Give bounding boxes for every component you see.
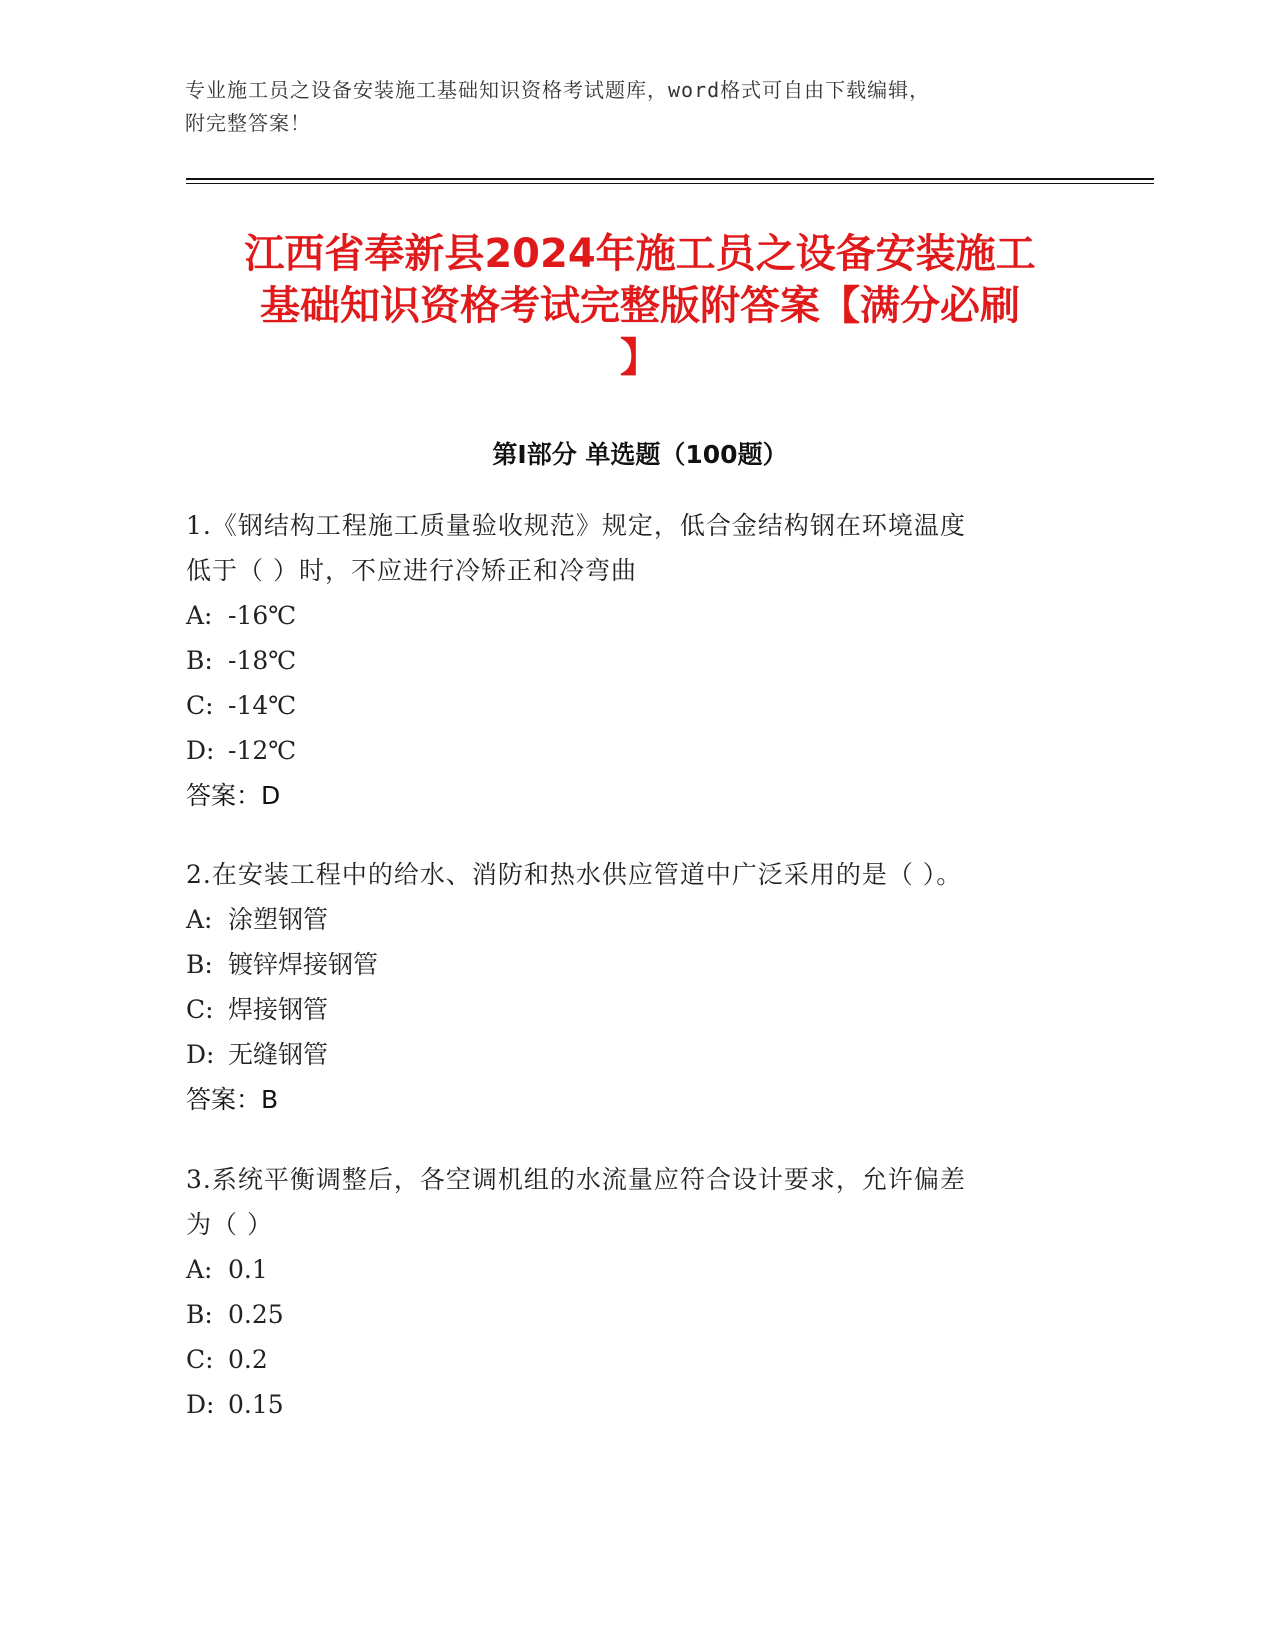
option-letter: A: bbox=[186, 905, 213, 934]
question-stem: 3.系统平衡调整后，各空调机组的水流量应符合设计要求，允许偏差 bbox=[186, 1165, 966, 1194]
document-title-line: 】 bbox=[620, 335, 660, 381]
question-stem: 2.在安装工程中的给水、消防和热水供应管道中广泛采用的是（ ）。 bbox=[186, 860, 963, 889]
question-stem: 为（ ） bbox=[186, 1210, 273, 1239]
question-stem: 1.《钢结构工程施工质量验收规范》规定，低合金结构钢在环境温度 bbox=[186, 511, 966, 540]
option-text: -16℃ bbox=[228, 601, 297, 630]
header-note-line: 附完整答案！ bbox=[185, 111, 311, 135]
document-title-line: 江西省奉新县2024年施工员之设备安装施工 bbox=[244, 231, 1036, 277]
header-note bbox=[185, 74, 1065, 140]
question-stem: 低于（ ）时，不应进行冷矫正和冷弯曲 bbox=[186, 556, 637, 585]
option-letter: D: bbox=[186, 736, 215, 765]
option-text: -14℃ bbox=[228, 691, 297, 720]
option-b bbox=[186, 942, 1086, 987]
option-text: 涂塑钢管 bbox=[228, 905, 329, 934]
option-d bbox=[186, 728, 1086, 773]
option-letter: D: bbox=[186, 1040, 215, 1069]
option-text: -18℃ bbox=[228, 646, 297, 675]
answer: 答案：B bbox=[186, 1085, 279, 1114]
document-title bbox=[160, 228, 1120, 384]
header-divider-thin bbox=[186, 183, 1154, 184]
question-1 bbox=[186, 503, 1086, 818]
option-letter: C: bbox=[186, 1345, 214, 1374]
header-divider-thick bbox=[186, 178, 1154, 180]
option-c bbox=[186, 683, 1086, 728]
option-text: 0.15 bbox=[228, 1390, 284, 1419]
answer: 答案：D bbox=[186, 781, 281, 810]
option-letter: C: bbox=[186, 691, 214, 720]
header-note-line: 专业施工员之设备安装施工基础知识资格考试题库，word格式可自由下载编辑， bbox=[185, 78, 931, 102]
option-text: -12℃ bbox=[228, 736, 297, 765]
option-c bbox=[186, 987, 1086, 1032]
option-letter: C: bbox=[186, 995, 214, 1024]
option-a bbox=[186, 1247, 1086, 1292]
option-b bbox=[186, 1292, 1086, 1337]
option-c bbox=[186, 1337, 1086, 1382]
option-a bbox=[186, 897, 1086, 942]
option-text: 镀锌焊接钢管 bbox=[228, 950, 379, 979]
option-letter: B: bbox=[186, 1300, 213, 1329]
document-title-line: 基础知识资格考试完整版附答案【满分必刷 bbox=[260, 283, 1020, 329]
option-letter: A: bbox=[186, 601, 213, 630]
question-3 bbox=[186, 1157, 1086, 1427]
option-letter: B: bbox=[186, 950, 213, 979]
option-letter: D: bbox=[186, 1390, 215, 1419]
option-a bbox=[186, 593, 1086, 638]
question-2 bbox=[186, 852, 1086, 1122]
option-text: 0.2 bbox=[228, 1345, 268, 1374]
option-letter: A: bbox=[186, 1255, 213, 1284]
option-d bbox=[186, 1032, 1086, 1077]
section-title: 第Ⅰ部分 单选题（100题） bbox=[492, 440, 788, 469]
option-d bbox=[186, 1382, 1086, 1427]
option-text: 无缝钢管 bbox=[228, 1040, 329, 1069]
option-text: 0.25 bbox=[228, 1300, 284, 1329]
option-text: 0.1 bbox=[228, 1255, 268, 1284]
option-text: 焊接钢管 bbox=[228, 995, 329, 1024]
option-letter: B: bbox=[186, 646, 213, 675]
option-b bbox=[186, 638, 1086, 683]
